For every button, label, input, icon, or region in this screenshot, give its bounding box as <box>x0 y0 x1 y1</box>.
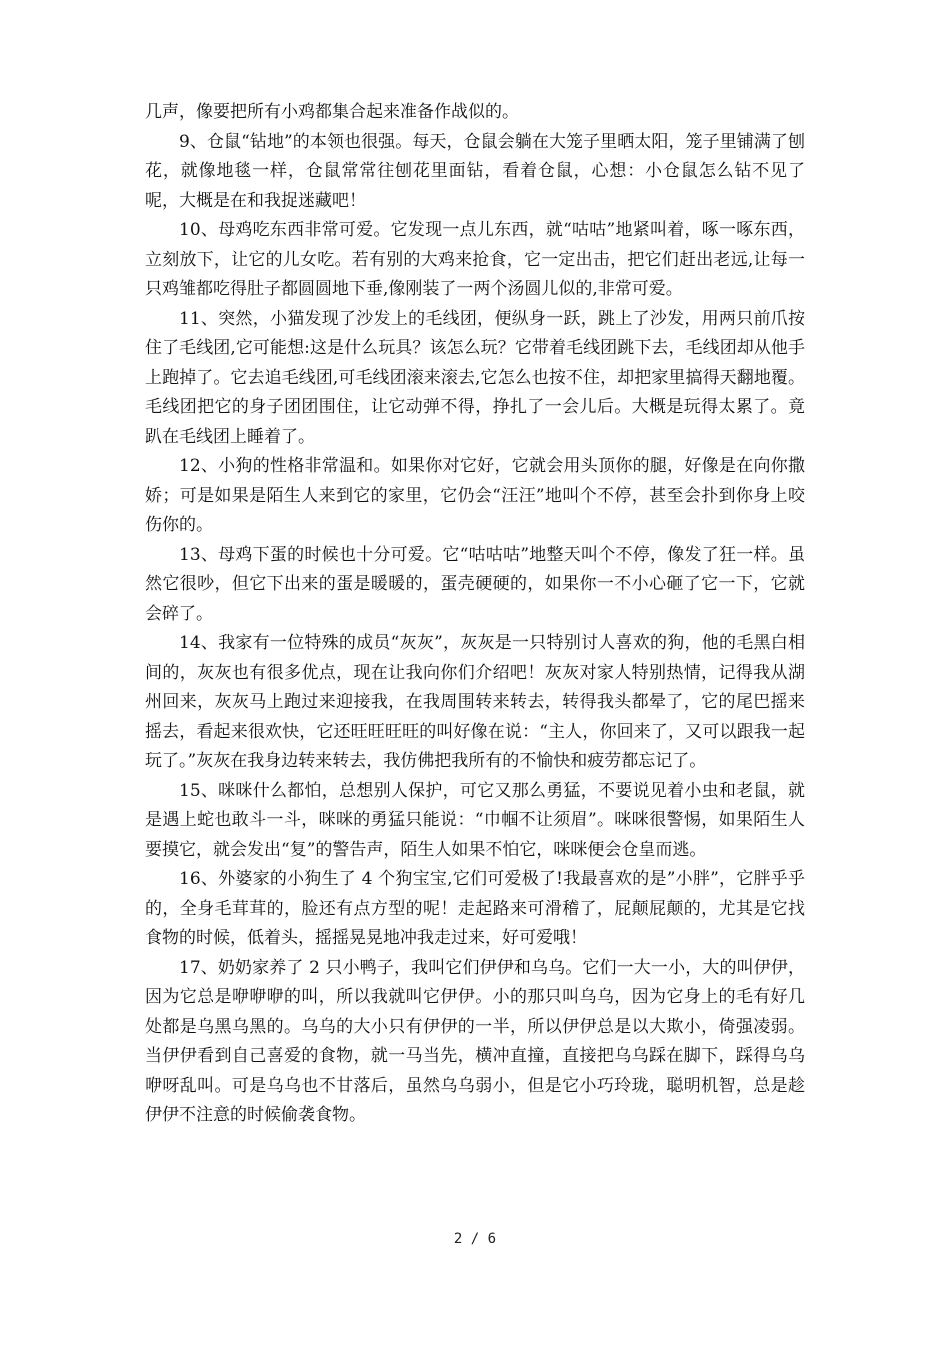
page-number: 2 / 6 <box>453 1231 497 1247</box>
paragraph-16: 16、外婆家的小狗生了 4 个狗宝宝,它们可爱极了!我最喜欢的是”小胖”，它胖乎乎的，全身毛茸茸的，脸还有点方型的呢！走起路来可滑稽了，屁颠屁颠的，尤其是它找食物的时候，低着头，摇摇晃晃地冲我走过来，好可爱哦！ <box>145 869 805 948</box>
paragraph-11: 11、突然，小猫发现了沙发上的毛线团，便纵身一跃，跳上了沙发，用两只前爪按住了毛线团,它可能想:这是什么玩具？该怎么玩？它带着毛线团跳下去，毛线团却从他手上跑掉了。它去追毛线团,可毛线团滚来滚去,它怎么也按不住，却把家里搞得天翻地覆。毛线团把它的身子团团围住，让它动弹不得，挣扎了一会儿后。大概是玩得太累了。竟趴在毛线团上睡着了。 <box>145 308 805 447</box>
paragraph-17: 17、奶奶家养了 2 只小鸭子，我叫它们伊伊和乌乌。它们一大一小，大的叫伊伊，因为它总是咿咿咿的叫，所以我就叫它伊伊。小的那只叫乌乌，因为它身上的毛有好几处都是乌黑乌黑的。乌乌的大小只有伊伊的一半，所以伊伊总是以大欺小，倚强凌弱。当伊伊看到自己喜爱的食物，就一马当先，横冲直撞，直接把乌乌踩在脚下，踩得乌乌咿呀乱叫。可是乌乌也不甘落后，虽然乌乌弱小，但是它小巧玲珑，聪明机智，总是趁伊伊不注意的时候偷袭食物。 <box>145 957 805 1125</box>
paragraph-13: 13、母鸡下蛋的时候也十分可爱。它“咕咕咕”地整天叫个不停，像发了狂一样。虽然它很吵，但它下出来的蛋是暖暖的，蛋壳硬硬的，如果你一不小心砸了它一下，它就会碎了。 <box>145 544 805 624</box>
paragraph-15: 15、咪咪什么都怕，总想别人保护，可它又那么勇猛，不要说见着小虫和老鼠，就是遇上蛇也敢斗一斗，咪咪的勇猛只能说：“巾帼不让须眉”。咪咪很警惕，如果陌生人要摸它，就会发出“复”的警告声，陌生人如果不怕它，咪咪便会仓皇而逃。 <box>145 780 805 860</box>
document-body <box>145 98 805 1131</box>
paragraph-9: 9、仓鼠“钻地”的本领也很强。每天，仓鼠会躺在大笼子里晒太阳，笼子里铺满了刨花，就像地毯一样，仓鼠常常往刨花里面钻，看着仓鼠，心想：小仓鼠怎么钻不见了呢，大概是在和我捉迷藏吧！ <box>145 131 805 211</box>
paragraph-14: 14、我家有一位特殊的成员“灰灰”，灰灰是一只特别讨人喜欢的狗，他的毛黑白相间的，灰灰也有很多优点，现在让我向你们介绍吧！灰灰对家人特别热情，记得我从湖州回来，灰灰马上跑过来迎接我，在我周围转来转去，转得我头都晕了，它的尾巴摇来摇去，看起来很欢快，它还旺旺旺旺的叫好像在说：“主人，你回来了，又可以跟我一起玩了。”灰灰在我身边转来转去，我仿佛把我所有的不愉快和疲劳都忘记了。 <box>145 633 805 771</box>
paragraph-10: 10、母鸡吃东西非常可爱。它发现一点儿东西，就“咕咕”地紧叫着，啄一啄东西，立刻放下，让它的儿女吃。若有别的大鸡来抢食，它一定出击，把它们赶出老远,让每一只鸡雏都吃得肚子都圆圆地下垂,像刚装了一两个汤圆儿似的,非常可爱。 <box>145 220 805 299</box>
paragraph-12: 12、小狗的性格非常温和。如果你对它好，它就会用头顶你的腿，好像是在向你撒娇；可是如果是陌生人来到它的家里，它仍会“汪汪”地叫个不停，甚至会扑到你身上咬伤你的。 <box>145 456 805 535</box>
paragraph-continuation: 几声，像要把所有小鸡都集合起来准备作战似的。 <box>145 102 519 122</box>
